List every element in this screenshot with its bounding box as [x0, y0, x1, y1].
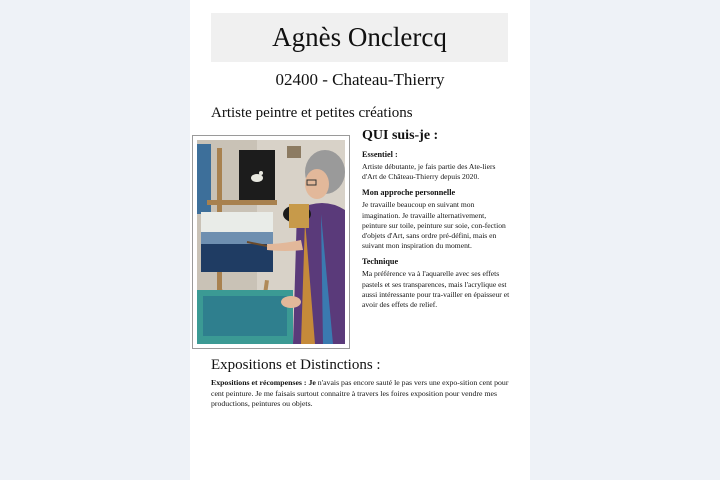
- exhibitions-title: Expositions et Distinctions :: [211, 357, 381, 373]
- section-heading-technique: Technique: [362, 257, 399, 267]
- section-text-technique: Ma préférence va à l'aquarelle avec ses effets pastels et ses transparences, mais l'acrylique est aussi intéressante pour tra-vailler en épaisseur et avoir des effets de relief.: [362, 269, 510, 310]
- about-title: QUI suis-je :: [362, 128, 439, 143]
- exhibitions-body: n'avais pas encore sauté le pas vers une expo-sition cent pour cent peinture. Je me faisais surtout connaitre à travers les foires exposition pour vendre mes productions, peintures ou objets.: [211, 378, 509, 408]
- artist-painting-photo: [197, 140, 345, 344]
- section-text-essentiel: Artiste débutante, je fais partie des Ate-liers d'Art de Château-Thierry depuis 2020.: [362, 162, 496, 182]
- section-heading-essentiel: Essentiel :: [362, 150, 398, 159]
- exhibitions-label: Expositions et récompenses :: [211, 378, 307, 387]
- artist-tagline: Artiste peintre et petites créations: [211, 105, 413, 121]
- artist-name: Agnès Onclercq: [211, 13, 508, 62]
- profile-page: [190, 0, 530, 480]
- section-heading-approche: Mon approche personnelle: [362, 188, 456, 198]
- about-section: [362, 128, 510, 315]
- artist-location: 02400 - Chateau-Thierry: [275, 70, 445, 89]
- section-text-approche: Je travaille beaucoup en suivant mon imagination. Je travaille alternativement, peinture sur toile, peinture sur soie, con-fection d'objets d'Art, sans ordre pré-défini, mais en suivant mon inspiration du moment.: [362, 200, 506, 251]
- artist-photo: [192, 135, 350, 349]
- exhibitions-lead: Je: [308, 378, 316, 387]
- exhibitions-text: [211, 378, 511, 410]
